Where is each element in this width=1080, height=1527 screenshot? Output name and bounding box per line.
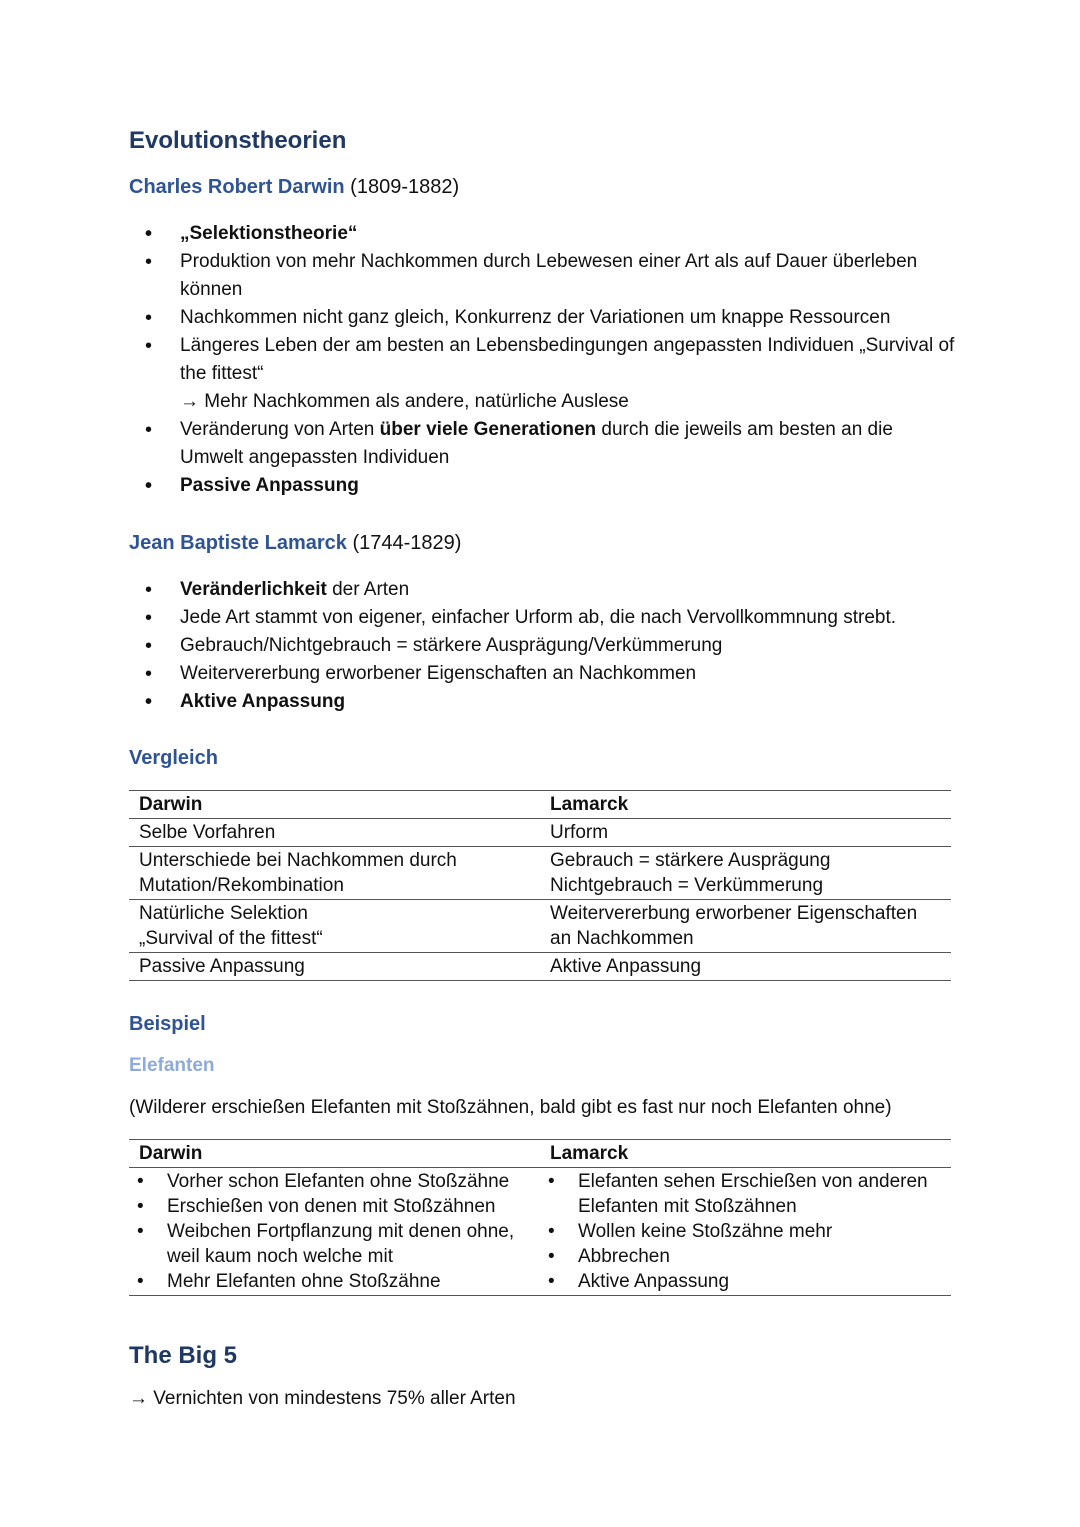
lamarck-heading — [129, 532, 461, 555]
emphasis: über viele Generationen — [379, 419, 597, 440]
list-item — [140, 576, 960, 604]
list-item: • Mehr Elefanten ohne Stoßzähne — [139, 1269, 530, 1294]
list-item: • Elefanten sehen Erschießen von anderen Elefanten mit Stoßzähnen — [550, 1169, 941, 1219]
table-header-row — [129, 791, 951, 819]
list-subitem: → Mehr Nachkommen als andere, natürliche Auslese — [180, 391, 629, 412]
emphasis: Veränderlichkeit — [180, 579, 327, 600]
list-item: • Vorher schon Elefanten ohne Stoßzähne — [139, 1169, 530, 1194]
list-item: • Jede Art stammt von eigener, einfacher Urform ab, die nach Vervollkommnung strebt. — [140, 604, 960, 632]
table-cell: Passive Anpassung — [139, 956, 305, 977]
beispiel-heading: Beispiel — [129, 1013, 206, 1035]
cell-line: Gebrauch = stärkere Ausprägung — [550, 850, 831, 871]
lamarck-example-list — [550, 1169, 941, 1294]
list-item: • Längeres Leben der am besten an Lebensbedingungen angepassten Individuen „Survival of the fittest“ — [140, 332, 960, 388]
lamarck-years: (1744-1829) — [352, 532, 462, 554]
list-item: • Weibchen Fortpflanzung mit denen ohne, weil kaum noch welche mit — [139, 1219, 530, 1269]
table-row — [129, 900, 951, 953]
table-header-row — [129, 1140, 951, 1168]
beispiel-subheading: Elefanten — [129, 1055, 215, 1076]
big5-text: → Vernichten von mindestens 75% aller Arten — [129, 1388, 516, 1409]
table-header: Darwin — [139, 794, 203, 815]
table-row — [129, 847, 951, 900]
table-cell — [540, 847, 951, 900]
table-row — [129, 953, 951, 981]
cell-line: an Nachkommen — [550, 928, 694, 949]
table-cell — [540, 900, 951, 953]
list-item: • Aktive Anpassung — [140, 688, 960, 716]
table-row — [129, 1168, 951, 1296]
list-item: • Aktive Anpassung — [550, 1269, 941, 1294]
list-item: • „Selektionstheorie“ — [140, 220, 960, 248]
table-cell — [129, 847, 540, 900]
list-item: • Gebrauch/Nichtgebrauch = stärkere Ausprägung/Verkümmerung — [140, 632, 960, 660]
darwin-list — [140, 220, 960, 500]
cell-line: Mutation/Rekombination — [139, 875, 344, 896]
list-item — [140, 416, 960, 472]
darwin-name: Charles Robert Darwin — [129, 176, 345, 198]
table-cell: Urform — [550, 822, 609, 843]
list-item: • Abbrechen — [550, 1244, 941, 1269]
table-cell — [129, 1168, 540, 1296]
page-title: Evolutionstheorien — [129, 127, 347, 154]
vergleich-heading: Vergleich — [129, 747, 218, 769]
cell-line: Nichtgebrauch = Verkümmerung — [550, 875, 824, 896]
lamarck-name: Jean Baptiste Lamarck — [129, 532, 347, 554]
list-item: • Wollen keine Stoßzähne mehr — [550, 1219, 941, 1244]
text: Veränderung von Arten — [180, 419, 380, 440]
beispiel-table — [129, 1139, 951, 1296]
list-item: • Passive Anpassung — [140, 472, 960, 500]
cell-line: „Survival of the fittest“ — [139, 928, 323, 949]
darwin-example-list — [139, 1169, 530, 1294]
table-cell — [540, 1168, 951, 1296]
list-item: • Weitervererbung erworbener Eigenschaften an Nachkommen — [140, 660, 960, 688]
lamarck-list — [140, 576, 960, 716]
table-row — [129, 819, 951, 847]
table-cell: Selbe Vorfahren — [139, 822, 276, 843]
list-item: • Erschießen von denen mit Stoßzähnen — [139, 1194, 530, 1219]
cell-line: Natürliche Selektion — [139, 903, 308, 924]
table-cell — [129, 900, 540, 953]
darwin-years: (1809-1882) — [350, 176, 460, 198]
text: durch die jeweils am besten an die Umwelt angepassten Individuen — [180, 419, 893, 468]
darwin-heading — [129, 176, 459, 199]
table-cell: Aktive Anpassung — [550, 956, 702, 977]
beispiel-intro: (Wilderer erschießen Elefanten mit Stoßzähnen, bald gibt es fast nur noch Elefanten ohne) — [129, 1097, 892, 1118]
table-header: Lamarck — [550, 794, 629, 815]
vergleich-table — [129, 790, 951, 981]
cell-line: Unterschiede bei Nachkommen durch — [139, 850, 457, 871]
list-item: • Produktion von mehr Nachkommen durch Lebewesen einer Art als auf Dauer überleben können — [140, 248, 960, 304]
text: der Arten — [326, 579, 410, 600]
big5-heading: The Big 5 — [129, 1342, 238, 1369]
list-item: • Nachkommen nicht ganz gleich, Konkurrenz der Variationen um knappe Ressourcen — [140, 304, 960, 332]
table-header: Lamarck — [550, 1143, 629, 1164]
cell-line: Weitervererbung erworbener Eigenschaften — [550, 903, 918, 924]
table-header: Darwin — [139, 1143, 203, 1164]
